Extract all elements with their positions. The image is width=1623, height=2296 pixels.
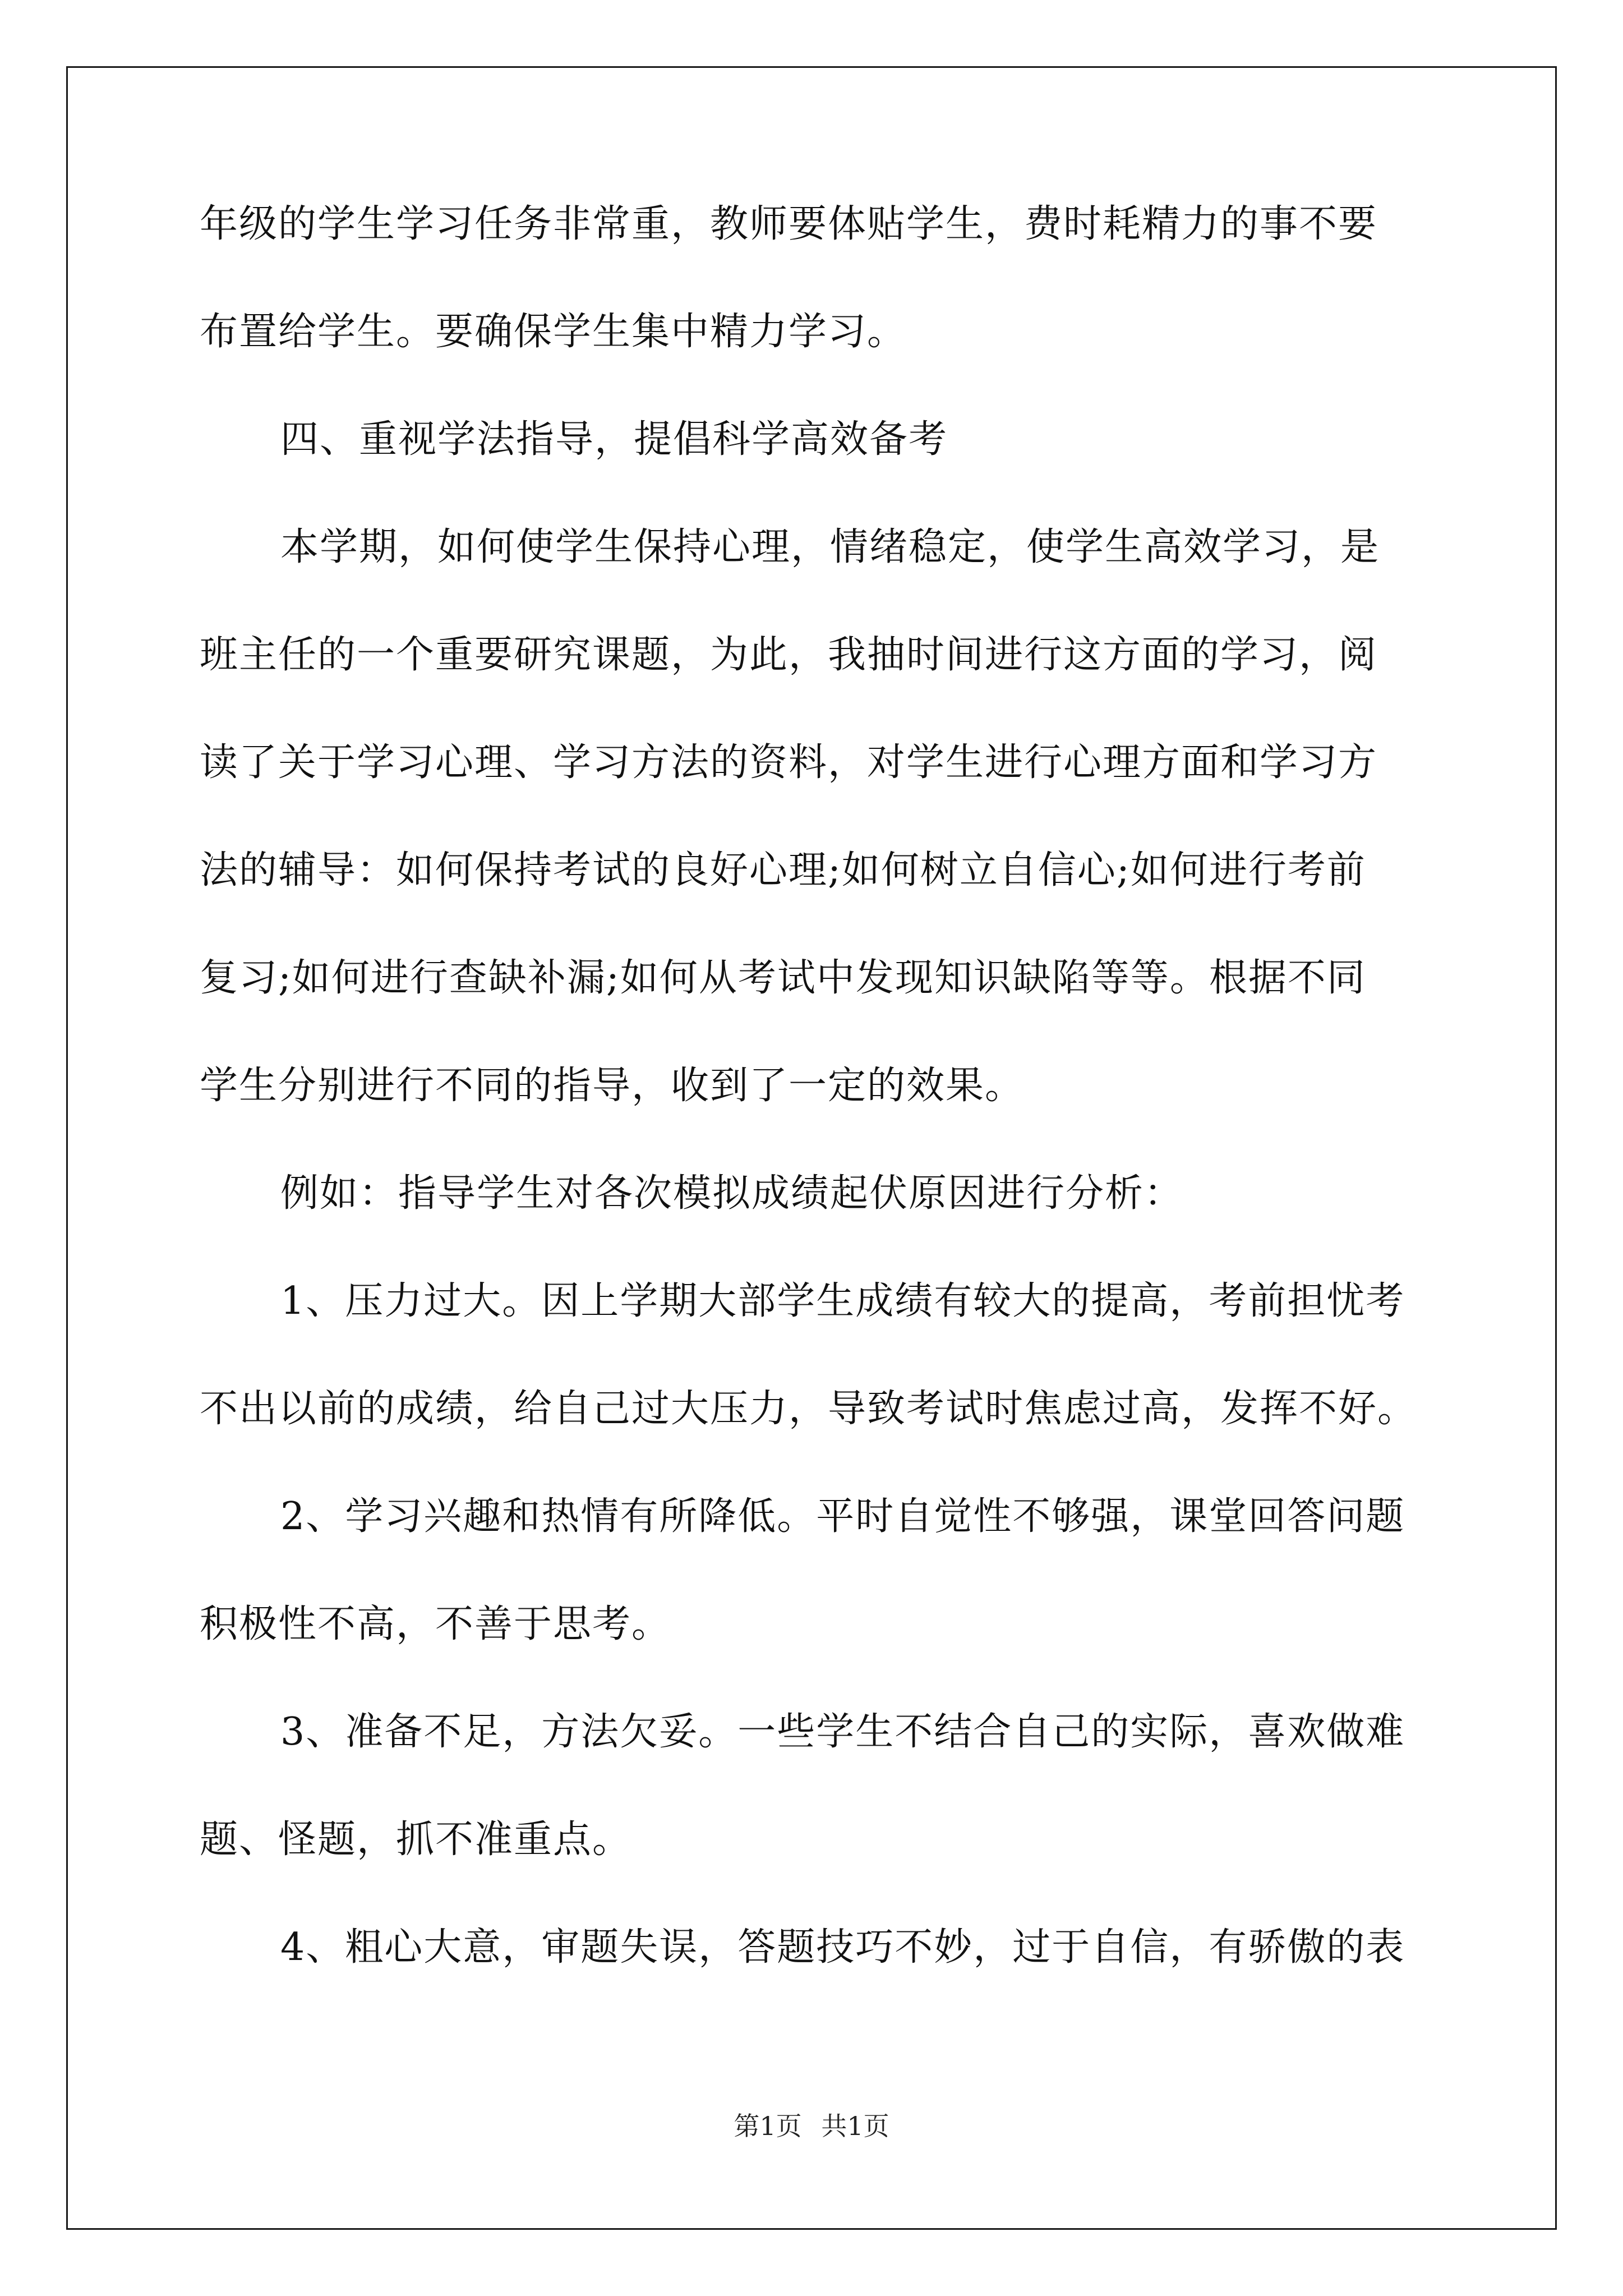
text-line: 例如：指导学生对各次模拟成绩起伏原因进行分析： [280, 1171, 1184, 1216]
page-total: 共1页 [821, 2111, 889, 2141]
text-line: 复习;如何进行查缺补漏;如何从考试中发现知识缺陷等等。根据不同 [200, 956, 1366, 1000]
list-item: 2、学习兴趣和热情有所降低。平时自觉性不够强，课堂回答问题 [280, 1494, 1405, 1539]
text-line: 班主任的一个重要研究课题，为此，我抽时间进行这方面的学习，阅 [200, 633, 1378, 677]
list-item: 1、压力过大。因上学期大部学生成绩有较大的提高，考前担忧考 [280, 1279, 1405, 1323]
list-item: 3、准备不足，方法欠妥。一些学生不结合自己的实际，喜欢做难 [280, 1710, 1405, 1754]
list-item: 4、粗心大意，审题失误，答题技巧不妙，过于自信，有骄傲的表 [280, 1925, 1405, 1970]
text-line: 积极性不高，不善于思考。 [200, 1602, 671, 1646]
section-heading: 四、重视学法指导，提倡科学高效备考 [280, 417, 948, 462]
text-line: 不出以前的成绩，给自己过大压力，导致考试时焦虑过高，发挥不好。 [200, 1387, 1417, 1431]
text-line: 布置给学生。要确保学生集中精力学习。 [200, 310, 907, 354]
text-line: 本学期，如何使学生保持心理，情绪稳定，使学生高效学习，是 [280, 525, 1380, 569]
page-border [66, 66, 1557, 2230]
page-footer [0, 2109, 1623, 2143]
text-line: 题、怪题，抓不准重点。 [200, 1818, 632, 1862]
text-line: 年级的学生学习任务非常重，教师要体贴学生，费时耗精力的事不要 [200, 202, 1378, 246]
page-number: 第1页 [734, 2111, 802, 2141]
text-line: 学生分别进行不同的指导，收到了一定的效果。 [200, 1064, 1025, 1108]
text-line: 法的辅导：如何保持考试的良好心理;如何树立自信心;如何进行考前 [200, 848, 1366, 892]
text-line: 读了关于学习心理、学习方法的资料，对学生进行心理方面和学习方 [200, 740, 1378, 785]
